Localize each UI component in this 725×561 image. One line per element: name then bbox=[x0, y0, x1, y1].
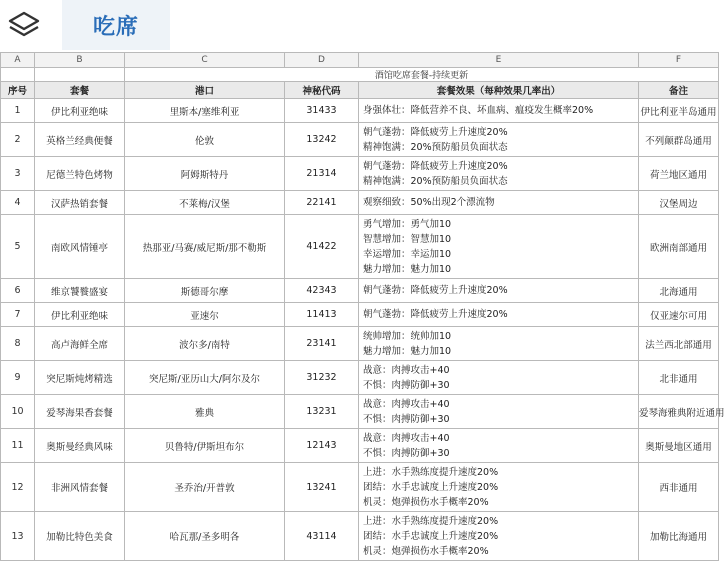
cell-note[interactable]: 荷兰地区通用 bbox=[639, 157, 719, 191]
cell-effects[interactable] bbox=[359, 191, 639, 215]
cell-effects[interactable] bbox=[359, 512, 639, 561]
effect-line: 幸运增加：幸运加10 bbox=[363, 248, 452, 260]
blank-cell[interactable] bbox=[1, 68, 35, 82]
cell-note[interactable]: 伊比利亚半岛通用 bbox=[639, 99, 719, 123]
cell-effects[interactable] bbox=[359, 157, 639, 191]
column-letter[interactable]: E bbox=[359, 53, 639, 68]
table-row bbox=[1, 463, 719, 512]
effect-line: 身强体壮：降低营养不良、坏血病、瘟疫发生概率20% bbox=[363, 105, 594, 116]
cell-meal[interactable]: 加勒比特色美食 bbox=[35, 512, 125, 561]
top-bar bbox=[0, 0, 720, 50]
effect-line: 上进：水手熟练度提升速度20% bbox=[363, 466, 499, 478]
table-row bbox=[1, 123, 719, 157]
table-row bbox=[1, 279, 719, 303]
cell-index[interactable]: 11 bbox=[1, 429, 35, 463]
cell-effects[interactable] bbox=[359, 361, 639, 395]
effect-line: 战意：肉搏攻击+40 bbox=[363, 432, 450, 444]
cell-code[interactable]: 12143 bbox=[285, 429, 359, 463]
cell-code[interactable]: 43114 bbox=[285, 512, 359, 561]
cell-code[interactable]: 13242 bbox=[285, 123, 359, 157]
cell-meal[interactable]: 突尼斯炖烤精选 bbox=[35, 361, 125, 395]
cell-index[interactable]: 3 bbox=[1, 157, 35, 191]
effect-line: 团结：水手忠诚度上升速度20% bbox=[363, 481, 499, 493]
cell-effects[interactable] bbox=[359, 123, 639, 157]
cell-index[interactable]: 13 bbox=[1, 512, 35, 561]
cell-note[interactable]: 奥斯曼地区通用 bbox=[639, 429, 719, 463]
cell-effects[interactable] bbox=[359, 303, 639, 327]
effect-line: 战意：肉搏攻击+40 bbox=[363, 398, 450, 410]
effect-line: 勇气增加：勇气加10 bbox=[363, 218, 452, 230]
caption-row bbox=[1, 68, 719, 82]
cell-meal[interactable]: 尼德兰特色烤物 bbox=[35, 157, 125, 191]
table-row bbox=[1, 512, 719, 561]
table-row bbox=[1, 99, 719, 123]
cell-effects[interactable] bbox=[359, 215, 639, 279]
cell-meal[interactable]: 爱琴海果香套餐 bbox=[35, 395, 125, 429]
cell-effects[interactable] bbox=[359, 429, 639, 463]
cell-code[interactable]: 31433 bbox=[285, 99, 359, 123]
effect-line: 朝气蓬勃：降低疲劳上升速度20% bbox=[363, 309, 508, 320]
cell-note[interactable]: 加勒比海通用 bbox=[639, 512, 719, 561]
cell-code[interactable]: 31232 bbox=[285, 361, 359, 395]
cell-index[interactable]: 2 bbox=[1, 123, 35, 157]
meal-table bbox=[0, 52, 725, 561]
cell-port[interactable]: 圣乔治/开普敦 bbox=[125, 463, 285, 512]
cell-index[interactable]: 4 bbox=[1, 191, 35, 215]
cell-effects[interactable] bbox=[359, 279, 639, 303]
table-row bbox=[1, 303, 719, 327]
effect-line: 朝气蓬勃：降低疲劳上升速度20% bbox=[363, 285, 508, 296]
header-cell-index[interactable]: 序号 bbox=[1, 82, 35, 99]
cell-meal[interactable]: 南欧风情锤亭 bbox=[35, 215, 125, 279]
column-letter[interactable]: D bbox=[285, 53, 359, 68]
cell-meal[interactable]: 奥斯曼经典风味 bbox=[35, 429, 125, 463]
cell-effects[interactable] bbox=[359, 327, 639, 361]
cell-note[interactable]: 北非通用 bbox=[639, 361, 719, 395]
effect-line: 朝气蓬勃：降低疲劳上升速度20% bbox=[363, 160, 508, 172]
cell-note[interactable]: 汉堡周边 bbox=[639, 191, 719, 215]
cell-note[interactable]: 欧洲南部通用 bbox=[639, 215, 719, 279]
cell-port[interactable]: 波尔多/南特 bbox=[125, 327, 285, 361]
sheet-caption[interactable]: 酒馆吃席套餐-持续更新 bbox=[125, 68, 719, 82]
effect-line: 朝气蓬勃：降低疲劳上升速度20% bbox=[363, 126, 508, 138]
effect-line: 机灵：炮弹损伤水手概率20% bbox=[363, 545, 489, 557]
cell-meal[interactable]: 非洲风情套餐 bbox=[35, 463, 125, 512]
cell-meal[interactable]: 汉萨热销套餐 bbox=[35, 191, 125, 215]
cell-meal[interactable]: 伊比利亚绝味 bbox=[35, 303, 125, 327]
cell-code[interactable]: 23141 bbox=[285, 327, 359, 361]
cell-note[interactable]: 法兰西北部通用 bbox=[639, 327, 719, 361]
cell-port[interactable]: 亚速尔 bbox=[125, 303, 285, 327]
cell-port[interactable]: 不莱梅/汉堡 bbox=[125, 191, 285, 215]
cell-port[interactable]: 斯德哥尔摩 bbox=[125, 279, 285, 303]
header-cell-port[interactable]: 港口 bbox=[125, 82, 285, 99]
cell-index[interactable]: 5 bbox=[1, 215, 35, 279]
cell-code[interactable]: 11413 bbox=[285, 303, 359, 327]
cell-code[interactable]: 21314 bbox=[285, 157, 359, 191]
effect-line: 魅力增加：魅力加10 bbox=[363, 345, 452, 357]
table-row bbox=[1, 215, 719, 279]
header-cell-meal[interactable]: 套餐 bbox=[35, 82, 125, 99]
cell-meal[interactable]: 维京饕餮盛宴 bbox=[35, 279, 125, 303]
cell-meal[interactable]: 高卢海鲜全席 bbox=[35, 327, 125, 361]
effect-line: 魅力增加：魅力加10 bbox=[363, 263, 452, 275]
cell-effects[interactable] bbox=[359, 99, 639, 123]
cell-port[interactable]: 阿姆斯特丹 bbox=[125, 157, 285, 191]
cell-index[interactable]: 1 bbox=[1, 99, 35, 123]
table-row bbox=[1, 191, 719, 215]
cell-port[interactable]: 伦敦 bbox=[125, 123, 285, 157]
effect-line: 上进：水手熟练度提升速度20% bbox=[363, 515, 499, 527]
cell-code[interactable]: 13241 bbox=[285, 463, 359, 512]
cell-effects[interactable] bbox=[359, 395, 639, 429]
cell-index[interactable]: 8 bbox=[1, 327, 35, 361]
cell-port[interactable]: 贝鲁特/伊斯坦布尔 bbox=[125, 429, 285, 463]
table-row bbox=[1, 157, 719, 191]
effect-line: 精神饱满：20%预防船员负面状态 bbox=[363, 175, 508, 187]
table-row bbox=[1, 327, 719, 361]
header-cell-effects[interactable]: 套餐效果（每种效果几率出） bbox=[359, 82, 639, 99]
column-letter[interactable]: B bbox=[35, 53, 125, 68]
effect-line: 智慧增加：智慧加10 bbox=[363, 233, 452, 245]
header-row bbox=[1, 82, 719, 99]
effect-line: 不惧：肉搏防御+30 bbox=[363, 413, 450, 425]
cell-meal[interactable]: 英格兰经典便餐 bbox=[35, 123, 125, 157]
effect-line: 统帅增加：统帅加10 bbox=[363, 330, 452, 342]
cell-code[interactable]: 13231 bbox=[285, 395, 359, 429]
cell-port[interactable]: 雅典 bbox=[125, 395, 285, 429]
cell-port[interactable]: 突尼斯/亚历山大/阿尔及尔 bbox=[125, 361, 285, 395]
table-row bbox=[1, 395, 719, 429]
table-row bbox=[1, 361, 719, 395]
cell-effects[interactable] bbox=[359, 463, 639, 512]
table-row bbox=[1, 429, 719, 463]
effect-line: 机灵：炮弹损伤水手概率20% bbox=[363, 496, 489, 508]
cell-note[interactable]: 西非通用 bbox=[639, 463, 719, 512]
header-cell-note[interactable]: 备注 bbox=[639, 82, 719, 99]
column-letter[interactable]: F bbox=[639, 53, 719, 68]
app-logo[interactable] bbox=[0, 0, 48, 50]
spreadsheet[interactable] bbox=[0, 52, 725, 557]
cell-code[interactable]: 22141 bbox=[285, 191, 359, 215]
page-title-tab[interactable] bbox=[62, 0, 170, 50]
header-cell-code[interactable]: 神秘代码 bbox=[285, 82, 359, 99]
layers-icon bbox=[7, 10, 41, 40]
cell-port[interactable]: 热那亚/马赛/威尼斯/那不勒斯 bbox=[125, 215, 285, 279]
cell-note[interactable]: 仅亚速尔可用 bbox=[639, 303, 719, 327]
effect-line: 不惧：肉搏防御+30 bbox=[363, 379, 450, 391]
cell-note[interactable]: 爱琴海雅典附近通用 bbox=[639, 395, 719, 429]
cell-port[interactable]: 哈瓦那/圣多明各 bbox=[125, 512, 285, 561]
cell-code[interactable]: 42343 bbox=[285, 279, 359, 303]
column-letter[interactable]: A bbox=[1, 53, 35, 68]
cell-meal[interactable]: 伊比利亚绝味 bbox=[35, 99, 125, 123]
column-letter-row bbox=[1, 53, 719, 68]
cell-index[interactable]: 7 bbox=[1, 303, 35, 327]
cell-note[interactable]: 北海通用 bbox=[639, 279, 719, 303]
effect-line: 不惧：肉搏防御+30 bbox=[363, 447, 450, 459]
table-body bbox=[1, 99, 725, 561]
effect-line: 团结：水手忠诚度上升速度20% bbox=[363, 530, 499, 542]
cell-index[interactable]: 6 bbox=[1, 279, 35, 303]
page-title: 吃席 bbox=[92, 14, 139, 40]
cell-code[interactable]: 41422 bbox=[285, 215, 359, 279]
blank-cell[interactable] bbox=[35, 68, 125, 82]
cell-port[interactable]: 里斯本/塞维利亚 bbox=[125, 99, 285, 123]
effect-line: 观察细致：50%出现2个漂流物 bbox=[363, 197, 495, 208]
cell-index[interactable]: 12 bbox=[1, 463, 35, 512]
cell-index[interactable]: 10 bbox=[1, 395, 35, 429]
effect-line: 精神饱满：20%预防船员负面状态 bbox=[363, 141, 508, 153]
cell-note[interactable]: 不列颠群岛通用 bbox=[639, 123, 719, 157]
effect-line: 战意：肉搏攻击+40 bbox=[363, 364, 450, 376]
cell-index[interactable]: 9 bbox=[1, 361, 35, 395]
column-letter[interactable]: C bbox=[125, 53, 285, 68]
